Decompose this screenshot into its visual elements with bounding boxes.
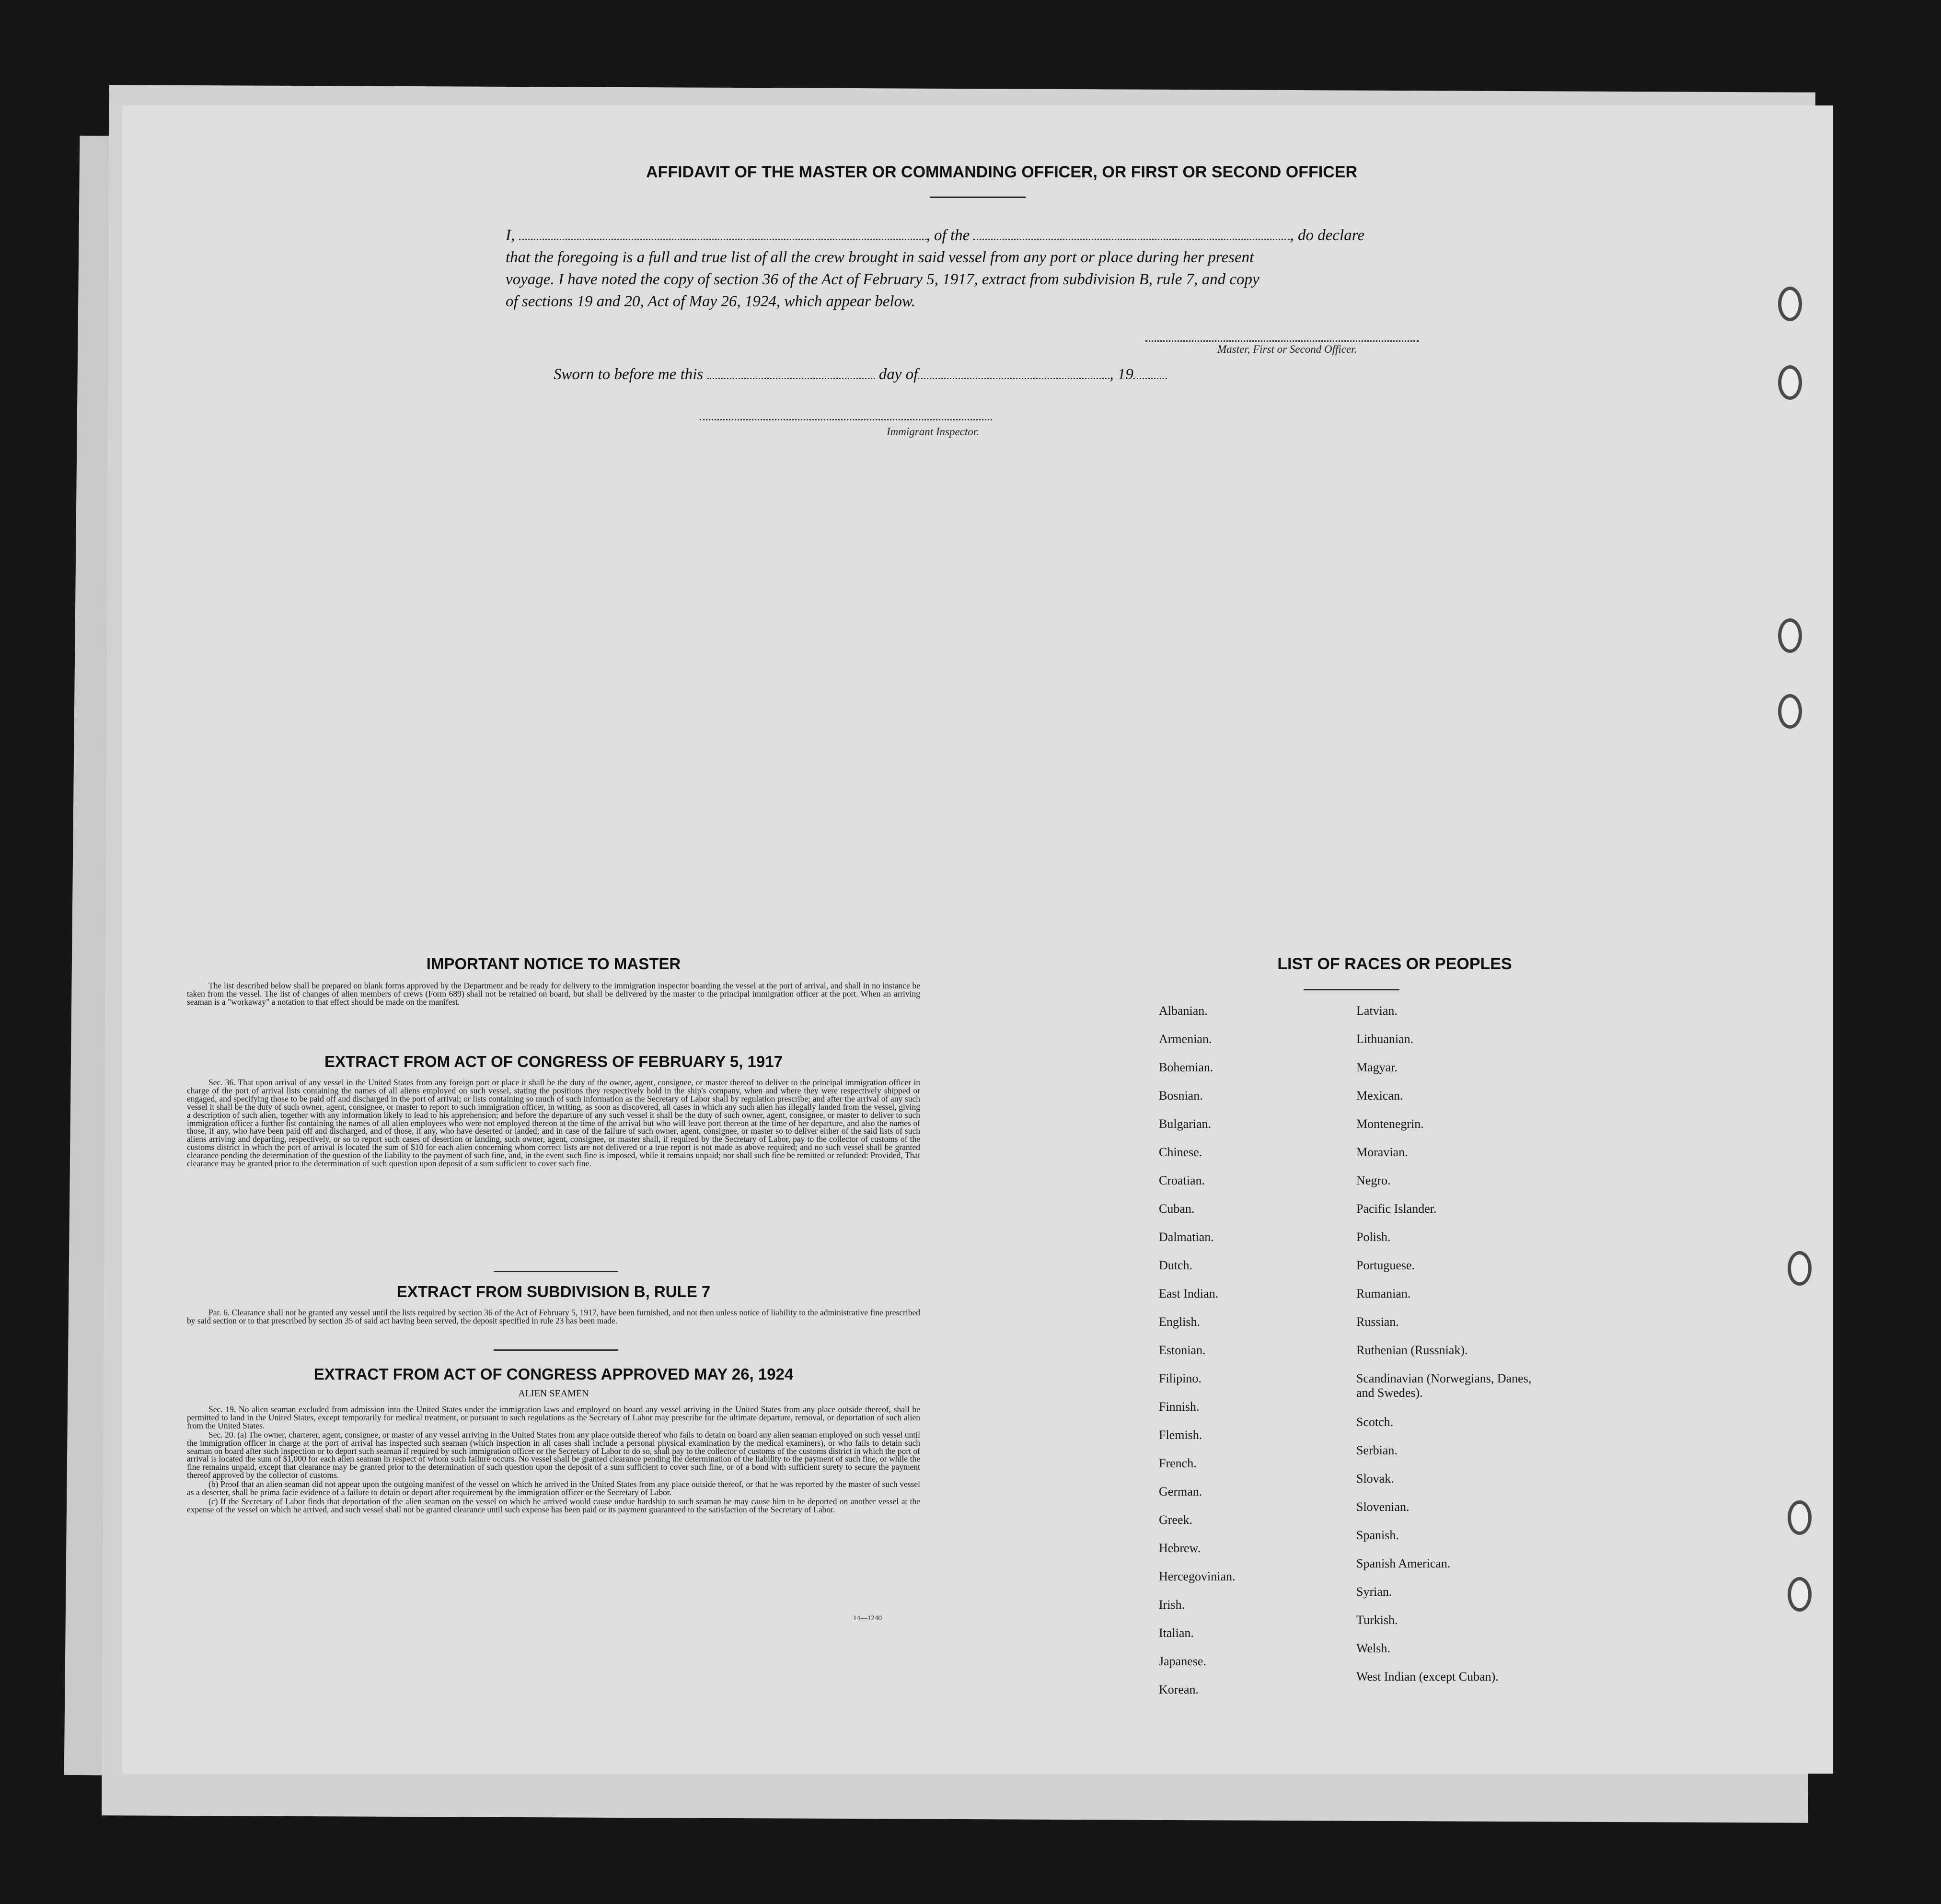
section-19-text: Sec. 19. No alien seaman excluded from admission into the United States under the immigration laws and employed on board any vessel arriving in the United States from any place outside thereof, shall be permitted to land in the United States, except temporarily for medical treatment, or pursuant to such regulations as the Secretary of Labor may prescribe for the ultimate departure, removal, or deportation of such alien from the United States.	[187, 1405, 920, 1430]
races-divider	[1304, 989, 1399, 990]
race-item: Negro.	[1356, 1173, 1391, 1187]
race-item: Bulgarian.	[1159, 1117, 1212, 1131]
affidavit-declaration	[506, 224, 1455, 313]
race-item: Rumanian.	[1356, 1287, 1411, 1300]
race-item: Turkish.	[1356, 1613, 1398, 1627]
race-item: Hebrew.	[1159, 1541, 1201, 1555]
race-item: Montenegrin.	[1356, 1117, 1424, 1131]
race-item: Japanese.	[1159, 1654, 1206, 1668]
extract-1924-subtitle: ALIEN SEAMEN	[518, 1388, 589, 1399]
race-item: Croatian.	[1159, 1173, 1205, 1187]
affidavit-title: AFFIDAVIT OF THE MASTER OR COMMANDING OFFICER, OR FIRST OR SECOND OFFICER	[646, 163, 1357, 181]
punch-hole-icon	[1788, 1500, 1812, 1535]
race-item: West Indian (except Cuban).	[1356, 1670, 1499, 1683]
race-item: Flemish.	[1159, 1428, 1202, 1442]
sworn-text: , 19	[1109, 366, 1133, 383]
name-blank	[519, 226, 926, 240]
race-item: Italian.	[1159, 1626, 1194, 1640]
race-item: Dalmatian.	[1159, 1230, 1214, 1244]
title-divider	[930, 197, 1026, 198]
section-divider	[494, 1271, 618, 1272]
race-item: Scotch.	[1356, 1415, 1394, 1429]
race-item: Serbian.	[1356, 1443, 1398, 1457]
race-item: Mexican.	[1356, 1089, 1403, 1103]
race-item: Filipino.	[1159, 1371, 1202, 1385]
notice-title: IMPORTANT NOTICE TO MASTER	[426, 955, 681, 973]
race-item: Finnish.	[1159, 1400, 1200, 1414]
race-item: Latvian.	[1356, 1004, 1398, 1018]
race-item: Albanian.	[1159, 1004, 1208, 1018]
race-item: Dutch.	[1159, 1258, 1193, 1272]
race-item: Korean.	[1159, 1683, 1199, 1696]
declaration-text: of sections 19 and 20, Act of May 26, 1924, which appear below.	[506, 293, 915, 310]
sworn-text: Sworn to before me this	[554, 366, 704, 383]
section-20b-text: (b) Proof that an alien seaman did not appear upon the outgoing manifest of the vessel on which he arrived in the United States from any place outside thereof, or that he was reported by the master of such vessel as a deserter, shall be prima facie evidence of a failure to detain or deport after requirement by the immigration officer or the Secretary of Labor.	[187, 1479, 920, 1498]
race-item: Syrian.	[1356, 1585, 1392, 1599]
race-item: Russian.	[1356, 1315, 1399, 1329]
races-right-column	[1356, 1004, 1538, 1698]
form-number: 14—1240	[853, 1614, 882, 1622]
section-20c-text: (c) If the Secretary of Labor finds that deportation of the alien seaman on the vessel on which he arrived would cause undue hardship to such seaman he may cause him to be deported on another vessel at the expense of the vessel on which he arrived, and such vessel shall not be granted clearance until such expense has been paid or its payment guaranteed to the satisfaction of the Secretary of Labor.	[187, 1496, 920, 1514]
declaration-text: , of the	[926, 227, 970, 244]
month-blank	[918, 365, 1109, 379]
race-item: Magyar.	[1356, 1060, 1398, 1074]
day-blank	[707, 365, 875, 379]
race-item: Lithuanian.	[1356, 1032, 1414, 1046]
race-item: German.	[1159, 1485, 1202, 1498]
race-item: East Indian.	[1159, 1287, 1219, 1300]
race-item: Ruthenian (Russniak).	[1356, 1343, 1468, 1357]
race-item: Slovenian.	[1356, 1500, 1410, 1514]
punch-hole-icon	[1788, 1577, 1812, 1612]
punch-hole-icon	[1778, 618, 1802, 653]
race-item: Polish.	[1356, 1230, 1391, 1244]
race-item: French.	[1159, 1456, 1197, 1470]
races-left-column	[1159, 1004, 1236, 1711]
race-item: English.	[1159, 1315, 1200, 1329]
declaration-text: that the foregoing is a full and true list of all the crew brought in said vessel from any port or place during her present	[506, 249, 1254, 266]
race-item: Spanish.	[1356, 1528, 1399, 1542]
extract-1917-text: Sec. 36. That upon arrival of any vessel in the United States from any foreign port or place it shall be the duty of the owner, agent, consignee, or master thereof to deliver to the principal immigration officer in charge of the port of arrival lists containing the names of all aliens employed on such vessel, stating the positions they respectively hold in the ship's company, when and where they were respectively shipped or engaged, and specifying those to be paid off and discharged in the port of arrival; or lists containing so much of such information as the Secretary of Labor shall by regulation prescribe; and after the arrival of any such vessel it shall be the duty of such owner, agent, consignee, or master to report to such immigration officer, in writing, as soon as discovered, all cases in which any such alien has illegally landed from the vessel, giving a description of such alien, together with any information likely to lead to his apprehension; and before the departure of any such vessel it shall be the duty of such owner, agent, consignee, or master to deliver to such immigration officer a further list containing the names of all alien employees who were not employed thereon at the time of the arrival but who will leave port thereon at the time of her departure, and also the names of those, if any, who have been paid off and discharged, and of those, if any, who have deserted or landed; and in case of the failure of such owner, agent, consignee, or master so to deliver either of the said lists of such aliens arriving and departing, respectively, or so to report such cases of desertion or landing, such owner, agent, consignee, or master shall, if required by the Secretary of Labor, pay to the collector of customs of the customs district in which the port of arrival is located the sum of $10 for each alien concerning whom correct lists are not delivered or a true report is not made as above required; and no such vessel shall be granted clearance pending the determination of the question of the liability to the payment of such fine, and, in the event such fine is imposed, while it remains unpaid; nor shall such fine be remitted or refunded: Provided, That clearance may be granted prior to the determination of such question upon deposit of a sum sufficient to cover such fine.	[187, 1078, 920, 1169]
races-title: LIST OF RACES OR PEOPLES	[1277, 955, 1512, 973]
notice-text: The list described below shall be prepared on blank forms approved by the Department and be ready for delivery to the immigration inspector boarding the vessel at the port of arrival, and shall in no instance be taken from the vessel. The list of changes of alien members of crews (Form 689) shall not be retained on board, but shall be delivered by the master to the principal immigration officer at the port. When an arriving seaman is a "workaway" a notation to that effect should be made on the manifest.	[187, 981, 920, 1007]
declaration-text: voyage. I have noted the copy of section 36 of the Act of February 5, 1917, extract from subdivision B, rule 7, and copy	[506, 271, 1259, 288]
inspector-signature-blank	[700, 406, 992, 420]
race-item: Irish.	[1159, 1598, 1185, 1612]
punch-hole-icon	[1778, 287, 1802, 321]
sworn-text: day of	[878, 366, 918, 383]
race-item: Cuban.	[1159, 1202, 1195, 1216]
inspector-signature-label: Immigrant Inspector.	[887, 426, 979, 438]
race-item: Estonian.	[1159, 1343, 1206, 1357]
race-item: Spanish American.	[1356, 1556, 1451, 1570]
race-item: Portuguese.	[1356, 1258, 1415, 1272]
punch-hole-icon	[1778, 694, 1802, 729]
punch-hole-icon	[1778, 365, 1802, 400]
race-item: Moravian.	[1356, 1145, 1408, 1159]
section-20a-text: Sec. 20. (a) The owner, charterer, agent, consignee, or master of any vessel arriving in the United States from any place outside thereof who fails to detain on board any alien seaman employed on such vessel until the immigration officer in charge at the port of arrival has inspected such seaman (which inspection in all cases shall include a personal physical examination by the medical examiners), or who fails to detain such seaman on board after such inspection or to deport such seaman if required by such immigration officer or the Secretary of Labor to do so, shall pay to the collector of customs of the customs district in which the port of arrival is located the sum of $1,000 for each alien seaman in respect of whom such failure occurs. No vessel shall be granted clearance pending the determination of the liability to the payment of such fine, or while the fine remains unpaid, except that clearance may be granted prior to the determination of such question upon the deposit of a sum sufficient to cover such fine, or of a bond with sufficient surety to secure the payment thereof approved by the collector of customs.	[187, 1429, 920, 1480]
race-item: Chinese.	[1159, 1145, 1202, 1159]
race-item: Slovak.	[1356, 1472, 1394, 1486]
master-signature-blank	[1145, 328, 1419, 342]
sworn-line	[506, 363, 1455, 385]
race-item: Bohemian.	[1159, 1060, 1213, 1074]
declaration-text: , do declare	[1290, 227, 1364, 244]
race-item: Welsh.	[1356, 1641, 1390, 1655]
extract-1924-title: EXTRACT FROM ACT OF CONGRESS APPROVED MAY 26, 1924	[313, 1365, 794, 1383]
race-item: Armenian.	[1159, 1032, 1212, 1046]
extract-1924-text	[187, 1405, 920, 1515]
vessel-blank	[973, 226, 1290, 240]
punch-hole-icon	[1788, 1251, 1812, 1286]
master-signature-label: Master, First or Second Officer.	[1217, 343, 1357, 355]
race-item: Greek.	[1159, 1513, 1193, 1527]
year-blank	[1133, 365, 1167, 379]
race-item: Bosnian.	[1159, 1089, 1203, 1103]
extract-rule7-title: EXTRACT FROM SUBDIVISION B, RULE 7	[396, 1283, 711, 1300]
race-item: Scandinavian (Norwegians, Danes, and Swedes).	[1356, 1371, 1532, 1400]
race-item: Pacific Islander.	[1356, 1202, 1437, 1216]
declaration-text: I,	[506, 227, 515, 244]
race-item: Hercegovinian.	[1159, 1569, 1236, 1583]
extract-rule7-text: Par. 6. Clearance shall not be granted any vessel until the lists required by section 36 of the Act of February 5, 1917, have been furnished, and not then unless notice of liability to the administrative fine prescribed by said section or to that prescribed by section 35 of said act having been served, the deposit specified in rule 23 has been made.	[187, 1308, 920, 1325]
extract-1917-title: EXTRACT FROM ACT OF CONGRESS OF FEBRUARY 5, 1917	[324, 1053, 783, 1070]
section-divider	[494, 1349, 618, 1351]
